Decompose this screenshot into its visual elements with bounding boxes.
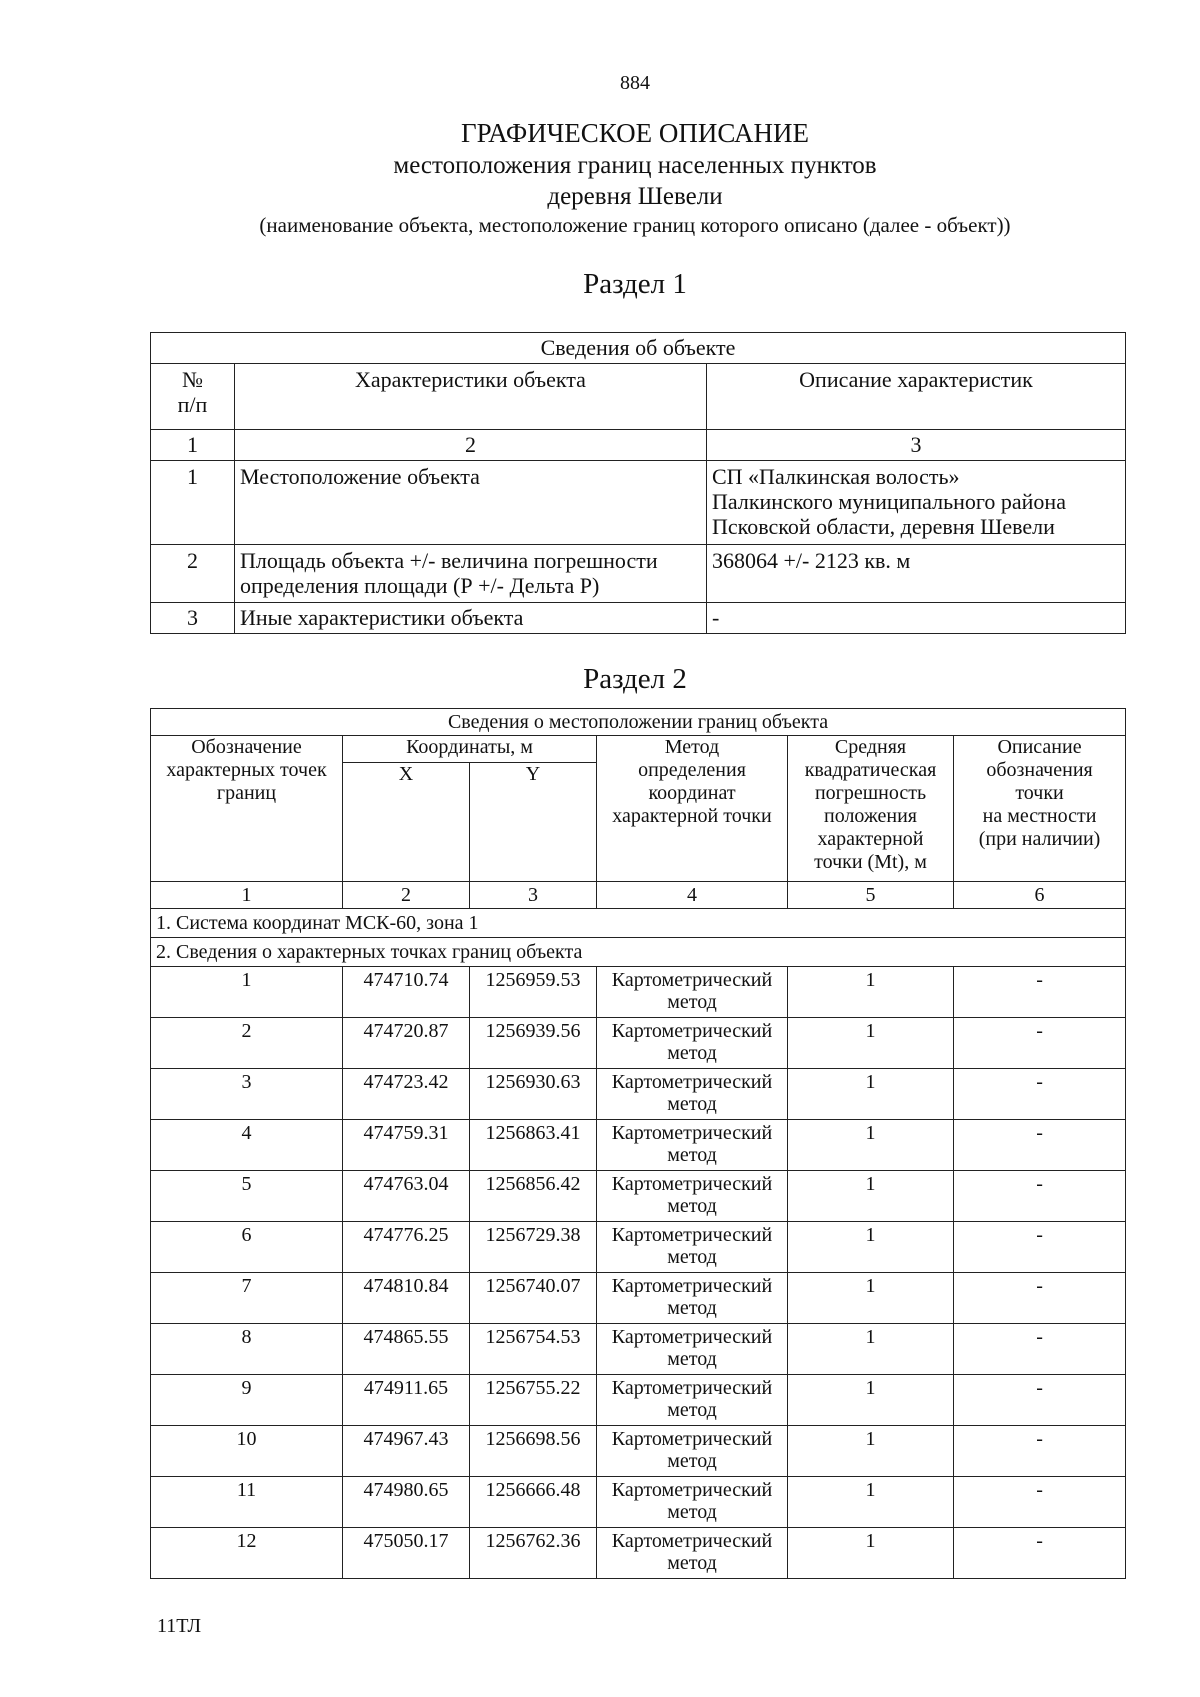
point-x: 474810.84: [343, 1273, 470, 1324]
point-method: Картометрический метод: [597, 1018, 788, 1069]
header-characteristics: Характеристики объекта: [235, 364, 707, 430]
point-id: 12: [151, 1528, 343, 1579]
col-number: 1: [151, 882, 343, 909]
point-y: 1256930.63: [470, 1069, 597, 1120]
col-number: 3: [707, 430, 1126, 461]
point-id: 7: [151, 1273, 343, 1324]
point-x: 474723.42: [343, 1069, 470, 1120]
area-characteristic: Площадь объекта +/- величина погрешности определения площади (Р +/- Дельта Р): [235, 545, 707, 603]
document-title: ГРАФИЧЕСКОЕ ОПИСАНИЕ: [460, 118, 810, 148]
boundary-points-table: [150, 708, 1126, 1579]
coordinate-system: 1. Система координат МСК-60, зона 1: [151, 909, 1126, 938]
point-error: 1: [788, 1069, 954, 1120]
point-description: -: [954, 967, 1126, 1018]
point-x: 474776.25: [343, 1222, 470, 1273]
point-error: 1: [788, 1222, 954, 1273]
point-description: -: [954, 1120, 1126, 1171]
document-subtitle: местоположения границ населенных пунктов: [393, 152, 877, 179]
point-x: 474967.43: [343, 1426, 470, 1477]
header-point-description: Описание обозначения точки на местности (при наличии): [954, 736, 1126, 882]
table-caption: Сведения об объекте: [151, 333, 1126, 364]
footer-code: 11ТЛ: [157, 1615, 202, 1637]
table-row: [151, 1273, 1126, 1324]
points-section-title: 2. Сведения о характерных точках границ объекта: [151, 938, 1126, 967]
point-id: 6: [151, 1222, 343, 1273]
location-description: СП «Палкинская волость» Палкинского муниципального района Псковской области, деревня Шевели: [707, 461, 1126, 545]
table-row: [151, 1375, 1126, 1426]
point-error: 1: [788, 1477, 954, 1528]
point-description: -: [954, 1324, 1126, 1375]
point-y: 1256740.07: [470, 1273, 597, 1324]
section1-title: Раздел 1: [583, 268, 687, 300]
header-method: Метод определения координат характерной точки: [597, 736, 788, 882]
points-body: [151, 967, 1126, 1579]
table-row: 3 Иные характеристики объекта -: [151, 603, 1126, 634]
table-row: [151, 967, 1126, 1018]
col-number: 5: [788, 882, 954, 909]
point-y: 1256755.22: [470, 1375, 597, 1426]
point-description: -: [954, 1222, 1126, 1273]
table-row: 1 Местоположение объекта СП «Палкинская волость» Палкинского муниципального района Псковской области, деревня Шевели: [151, 461, 1126, 545]
point-method: Картометрический метод: [597, 1273, 788, 1324]
header-coordinates: Координаты, м: [343, 736, 597, 763]
point-method: Картометрический метод: [597, 1120, 788, 1171]
point-error: 1: [788, 1375, 954, 1426]
col-number: 4: [597, 882, 788, 909]
point-y: 1256698.56: [470, 1426, 597, 1477]
point-method: Картометрический метод: [597, 967, 788, 1018]
section2-title: Раздел 2: [583, 663, 687, 695]
point-id: 2: [151, 1018, 343, 1069]
point-error: 1: [788, 1426, 954, 1477]
header-designation: Обозначение характерных точек границ: [151, 736, 343, 882]
point-method: Картометрический метод: [597, 1426, 788, 1477]
point-id: 11: [151, 1477, 343, 1528]
point-x: 474720.87: [343, 1018, 470, 1069]
point-description: -: [954, 1273, 1126, 1324]
object-info-table: [150, 332, 1126, 634]
point-x: 474911.65: [343, 1375, 470, 1426]
point-x: 475050.17: [343, 1528, 470, 1579]
point-description: -: [954, 1375, 1126, 1426]
point-description: -: [954, 1069, 1126, 1120]
point-method: Картометрический метод: [597, 1528, 788, 1579]
point-method: Картометрический метод: [597, 1069, 788, 1120]
point-id: 1: [151, 967, 343, 1018]
col-number: 1: [151, 430, 235, 461]
point-method: Картометрический метод: [597, 1324, 788, 1375]
object-name-note: (наименование объекта, местоположение границ которого описано (далее - объект)): [259, 213, 1011, 237]
point-id: 10: [151, 1426, 343, 1477]
point-error: 1: [788, 1324, 954, 1375]
header-description: Описание характеристик: [707, 364, 1126, 430]
table-row: [151, 1324, 1126, 1375]
col-number: 2: [343, 882, 470, 909]
table-row: [151, 1018, 1126, 1069]
point-error: 1: [788, 1273, 954, 1324]
point-y: 1256666.48: [470, 1477, 597, 1528]
point-y: 1256762.36: [470, 1528, 597, 1579]
point-error: 1: [788, 967, 954, 1018]
point-x: 474865.55: [343, 1324, 470, 1375]
point-x: 474980.65: [343, 1477, 470, 1528]
point-error: 1: [788, 1018, 954, 1069]
point-y: 1256754.53: [470, 1324, 597, 1375]
table-row: [151, 1222, 1126, 1273]
page-number: 884: [620, 72, 650, 94]
point-error: 1: [788, 1528, 954, 1579]
point-id: 9: [151, 1375, 343, 1426]
point-method: Картометрический метод: [597, 1477, 788, 1528]
point-y: 1256729.38: [470, 1222, 597, 1273]
table-caption: Сведения о местоположении границ объекта: [151, 709, 1126, 736]
point-description: -: [954, 1528, 1126, 1579]
header-y: Y: [470, 763, 597, 882]
table-row: [151, 1426, 1126, 1477]
point-y: 1256863.41: [470, 1120, 597, 1171]
point-id: 5: [151, 1171, 343, 1222]
point-y: 1256856.42: [470, 1171, 597, 1222]
table-row: [151, 1528, 1126, 1579]
point-x: 474763.04: [343, 1171, 470, 1222]
col-number: 2: [235, 430, 707, 461]
col-number: 3: [470, 882, 597, 909]
table-row: [151, 1120, 1126, 1171]
table-row: [151, 1477, 1126, 1528]
point-description: -: [954, 1018, 1126, 1069]
point-id: 3: [151, 1069, 343, 1120]
point-method: Картометрический метод: [597, 1222, 788, 1273]
point-description: -: [954, 1426, 1126, 1477]
header-x: X: [343, 763, 470, 882]
point-id: 4: [151, 1120, 343, 1171]
point-error: 1: [788, 1171, 954, 1222]
point-y: 1256959.53: [470, 967, 597, 1018]
col-number: 6: [954, 882, 1126, 909]
header-num: № п/п: [151, 364, 235, 430]
point-id: 8: [151, 1324, 343, 1375]
table-row: 2 Площадь объекта +/- величина погрешности определения площади (Р +/- Дельта Р) 368064 +/- 2123 кв. м: [151, 545, 1126, 603]
point-method: Картометрический метод: [597, 1375, 788, 1426]
point-description: -: [954, 1171, 1126, 1222]
point-error: 1: [788, 1120, 954, 1171]
table-row: [151, 1171, 1126, 1222]
point-y: 1256939.56: [470, 1018, 597, 1069]
point-method: Картометрический метод: [597, 1171, 788, 1222]
point-x: 474710.74: [343, 967, 470, 1018]
header-error: Средняя квадратическая погрешность положения характерной точки (Mt), м: [788, 736, 954, 882]
object-name: деревня Шевели: [547, 183, 723, 210]
point-x: 474759.31: [343, 1120, 470, 1171]
point-description: -: [954, 1477, 1126, 1528]
table-row: [151, 1069, 1126, 1120]
